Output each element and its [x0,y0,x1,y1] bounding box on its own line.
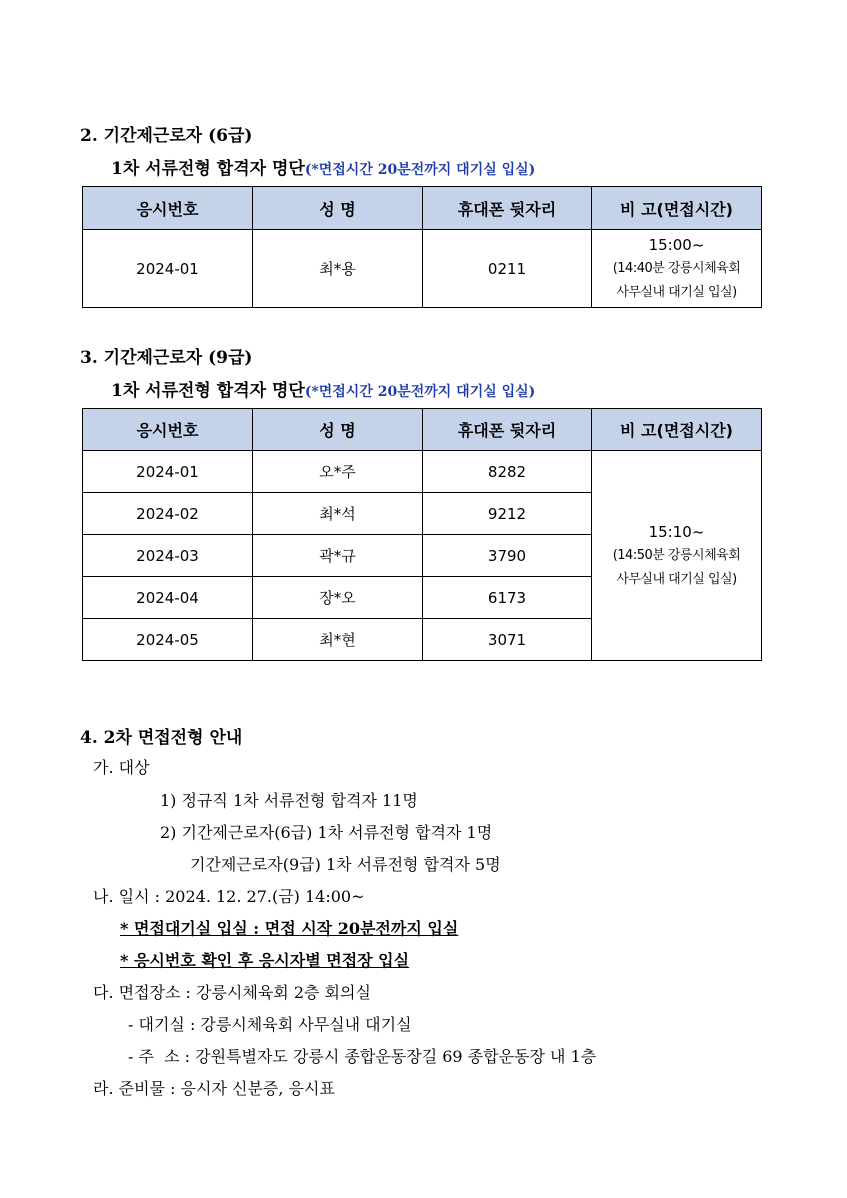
header-phone: 휴대폰 뒷자리 [423,409,592,451]
section2-table [82,186,762,308]
cell-phone: 9212 [423,493,592,535]
header-exam-no: 응시번호 [83,409,253,451]
waiting-room-notice: * 면접대기실 입실 : 면접 시작 20분전까지 입실 [120,919,459,938]
table-header-row [83,409,762,451]
section3-table [82,408,762,661]
schedule-line: 나. 일시 : 2024. 12. 27.(금) 14:00~ [93,887,365,906]
target-item-3: 기간제근로자(9급) 1차 서류전형 합격자 5명 [190,855,501,874]
target-item-2: 2) 기간제근로자(6급) 1차 서류전형 합격자 1명 [160,823,493,842]
cell-phone: 3071 [423,619,592,661]
cell-name: 오*주 [253,451,423,493]
header-remark: 비 고(면접시간) [592,409,762,451]
exam-number-notice: * 응시번호 확인 후 응시자별 면접장 입실 [120,951,410,970]
table-row [83,230,762,308]
cell-remark [592,230,762,308]
target-heading: 가. 대상 [93,758,150,777]
remark-time: 15:00~ [648,235,705,254]
remark-time: 15:10~ [648,522,705,541]
waiting-room-line: - 대기실 : 강릉시체육회 사무실내 대기실 [128,1015,412,1034]
remark-line1: (14:40분 강릉시체육회 [612,260,741,276]
table-row [83,451,762,493]
cell-name: 장*오 [253,577,423,619]
cell-exam-no: 2024-02 [83,493,253,535]
cell-name: 최*현 [253,619,423,661]
cell-name: 최*석 [253,493,423,535]
cell-phone: 6173 [423,577,592,619]
cell-phone: 8282 [423,451,592,493]
header-phone: 휴대폰 뒷자리 [423,187,592,230]
section2-subtitle-text: 1차 서류전형 합격자 명단 [111,159,305,179]
header-name: 성 명 [253,409,423,451]
table-header-row [83,187,762,230]
remark-line2: 사무실내 대기실 입실) [616,284,737,300]
header-exam-no: 응시번호 [83,187,253,230]
cell-exam-no: 2024-03 [83,535,253,577]
cell-phone: 3790 [423,535,592,577]
cell-exam-no: 2024-01 [83,230,253,308]
section2-note: (*면접시간 20분전까지 대기실 입실) [304,162,536,178]
cell-exam-no: 2024-05 [83,619,253,661]
section2-subtitle [111,154,535,179]
cell-exam-no: 2024-04 [83,577,253,619]
cell-name: 곽*규 [253,535,423,577]
address-line: - 주 소 : 강원특별자도 강릉시 종합운동장길 69 종합운동장 내 1층 [128,1047,597,1066]
section3-subtitle-text: 1차 서류전형 합격자 명단 [111,381,305,401]
remark-line2: 사무실내 대기실 입실) [616,571,737,587]
remark-line1: (14:50분 강릉시체육회 [612,547,741,563]
section3-subtitle [111,376,535,401]
materials-line: 라. 준비물 : 응시자 신분증, 응시표 [93,1079,335,1098]
venue-line: 다. 면접장소 : 강릉시체육회 2층 회의실 [93,983,371,1002]
section3-title: 3. 기간제근로자 (9급) [80,348,253,368]
cell-phone: 0211 [423,230,592,308]
cell-exam-no: 2024-01 [83,451,253,493]
cell-name: 최*용 [253,230,423,308]
section2-title: 2. 기간제근로자 (6급) [80,126,253,146]
header-name: 성 명 [253,187,423,230]
header-remark: 비 고(면접시간) [592,187,762,230]
target-item-1: 1) 정규직 1차 서류전형 합격자 11명 [160,791,418,810]
cell-remark [592,451,762,661]
section3-note: (*면접시간 20분전까지 대기실 입실) [304,384,536,400]
section4-title: 4. 2차 면접전형 안내 [80,728,243,748]
